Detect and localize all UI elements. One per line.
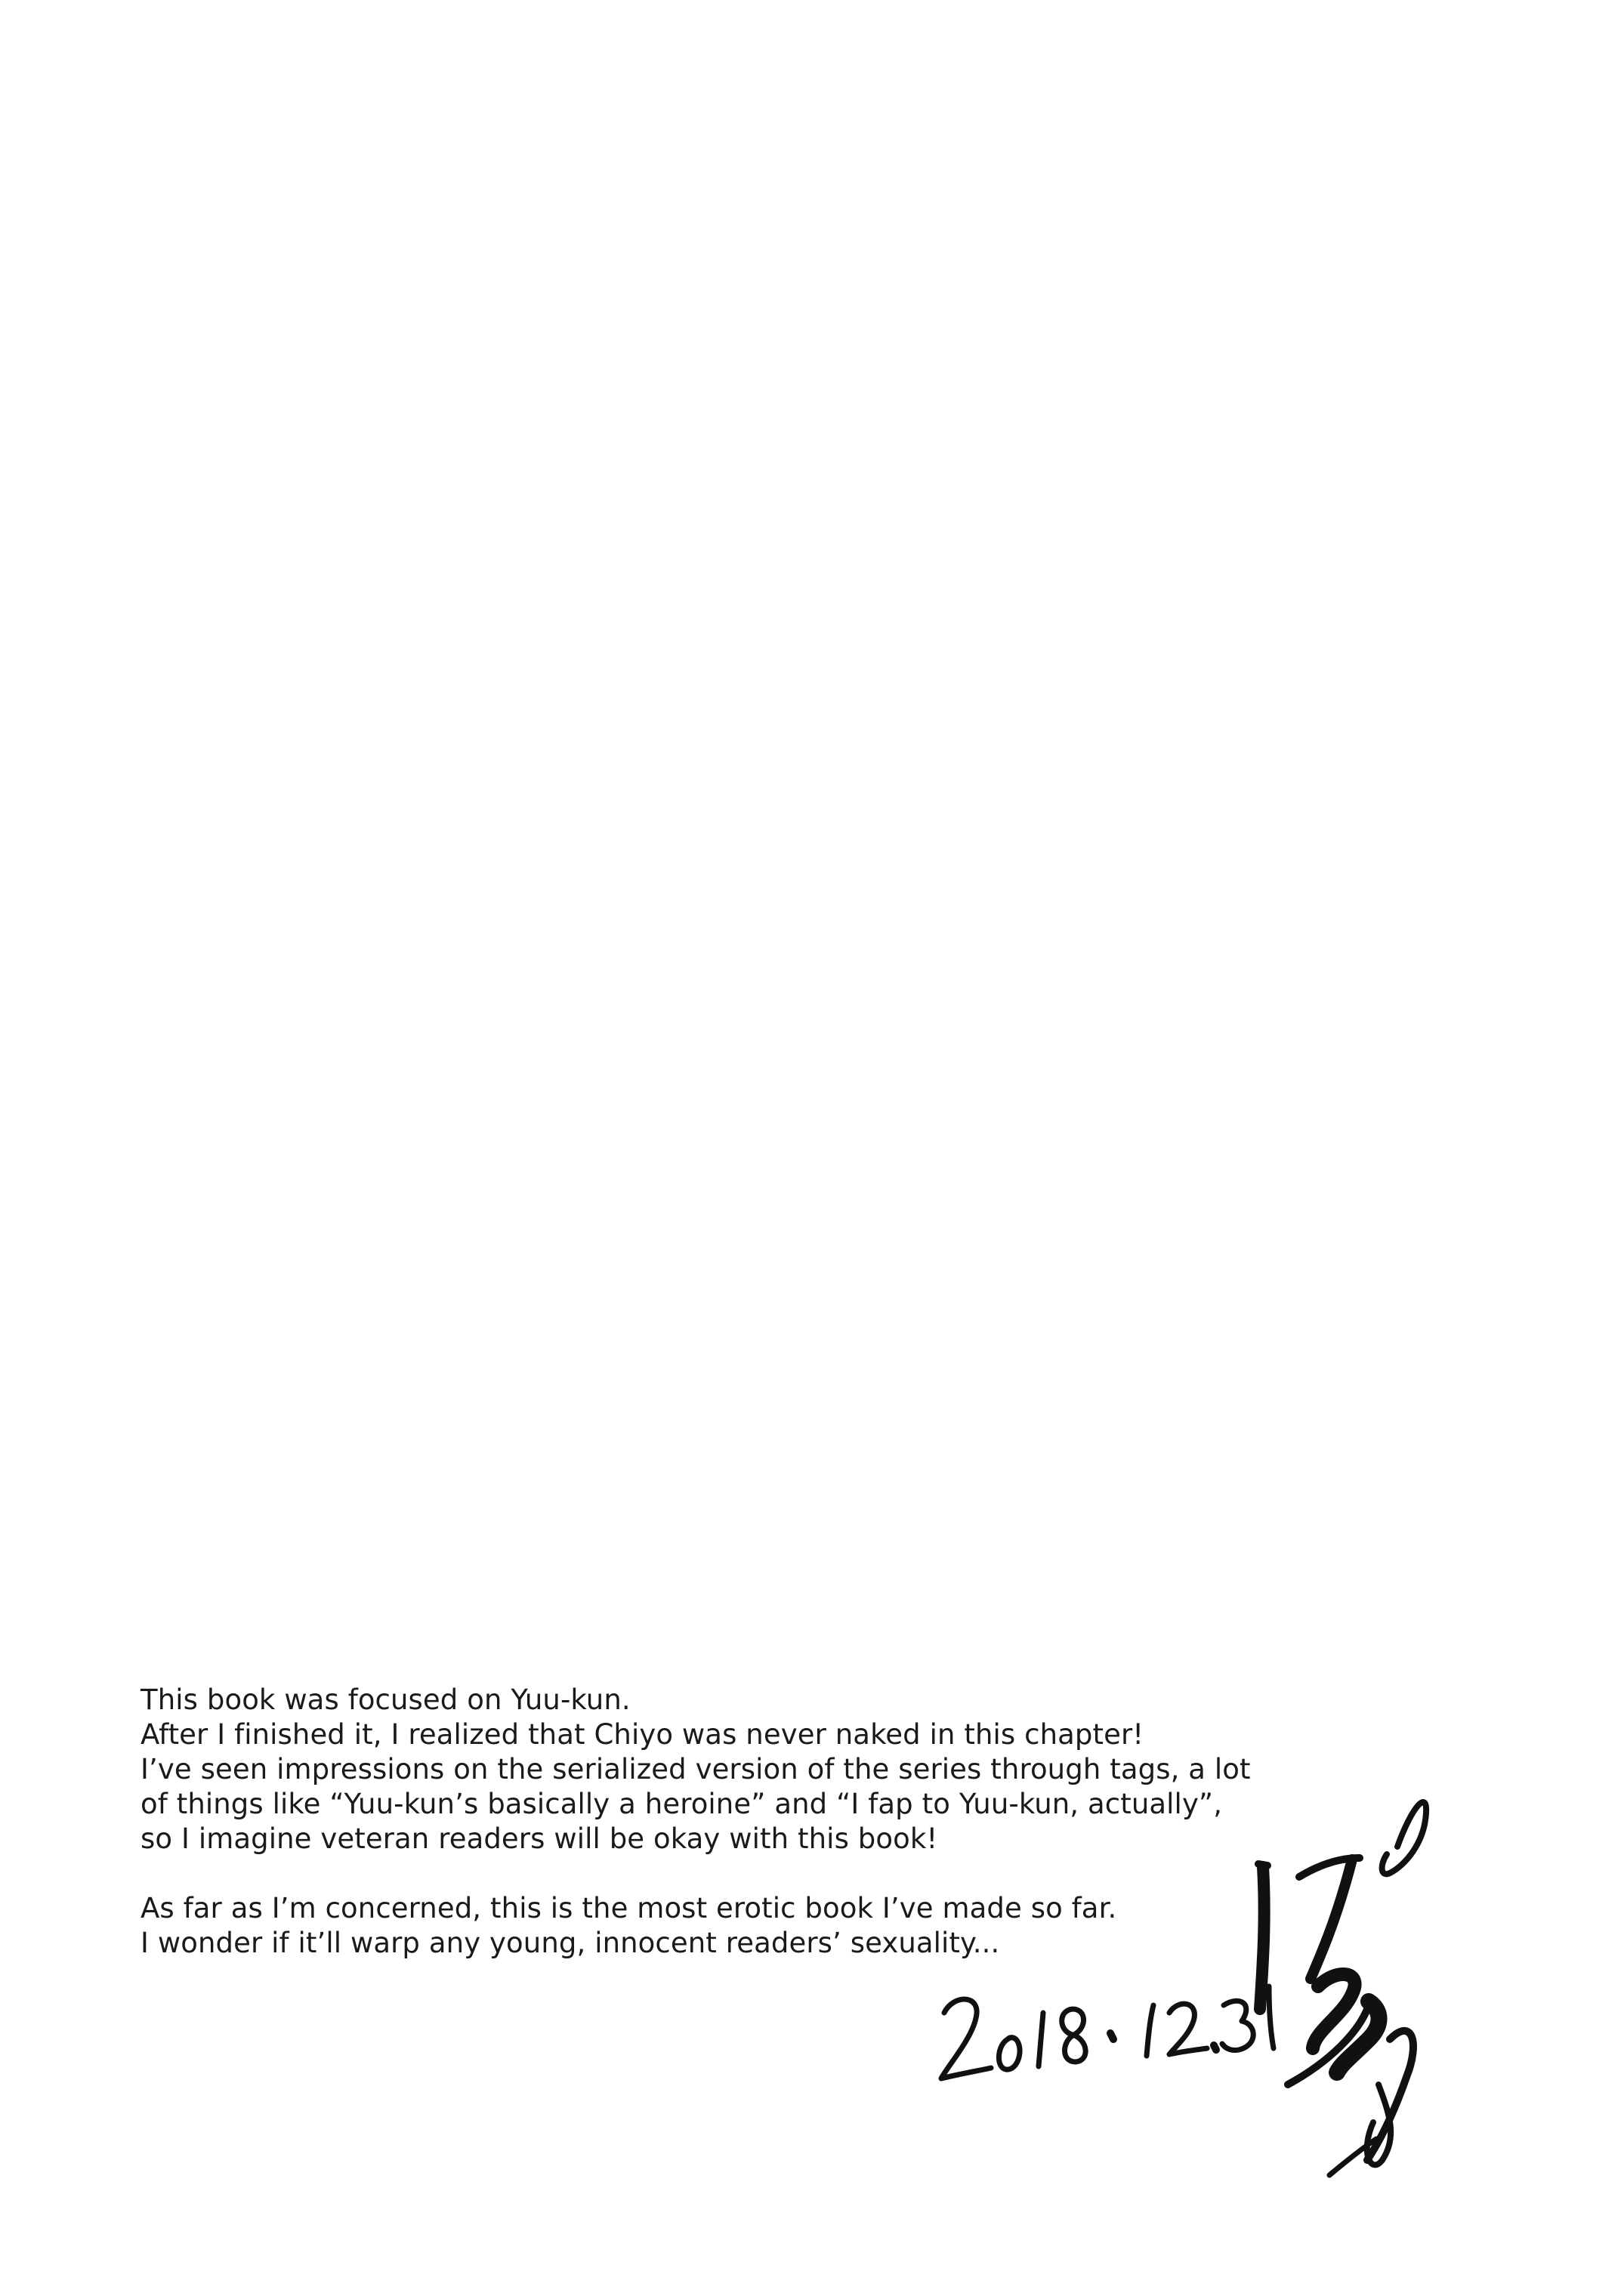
paragraph-gap [140,1856,1289,1891]
afterword-line: so I imagine veteran readers will be okay with this book! [140,1822,938,1855]
afterword-line: As far as I’m concerned, this is the most erotic book I’ve made so far. [140,1892,1117,1924]
afterword-text [140,1683,1289,1961]
afterword-line: of things like “Yuu-kun’s basically a heroine” and “I fap to Yuu-kun, actually”, [140,1788,1223,1820]
afterword-line: After I finished it, I realized that Chiyo was never naked in this chapter! [140,1718,1144,1751]
afterword-line: I’ve seen impressions on the serialized version of the series through tags, a lot [140,1753,1251,1785]
afterword-line: This book was focused on Yuu-kun. [140,1683,631,1716]
handwritten-date [941,1986,1274,2079]
afterword-line: I wonder if it’ll warp any young, innocent readers’ sexuality... [140,1927,1000,1959]
